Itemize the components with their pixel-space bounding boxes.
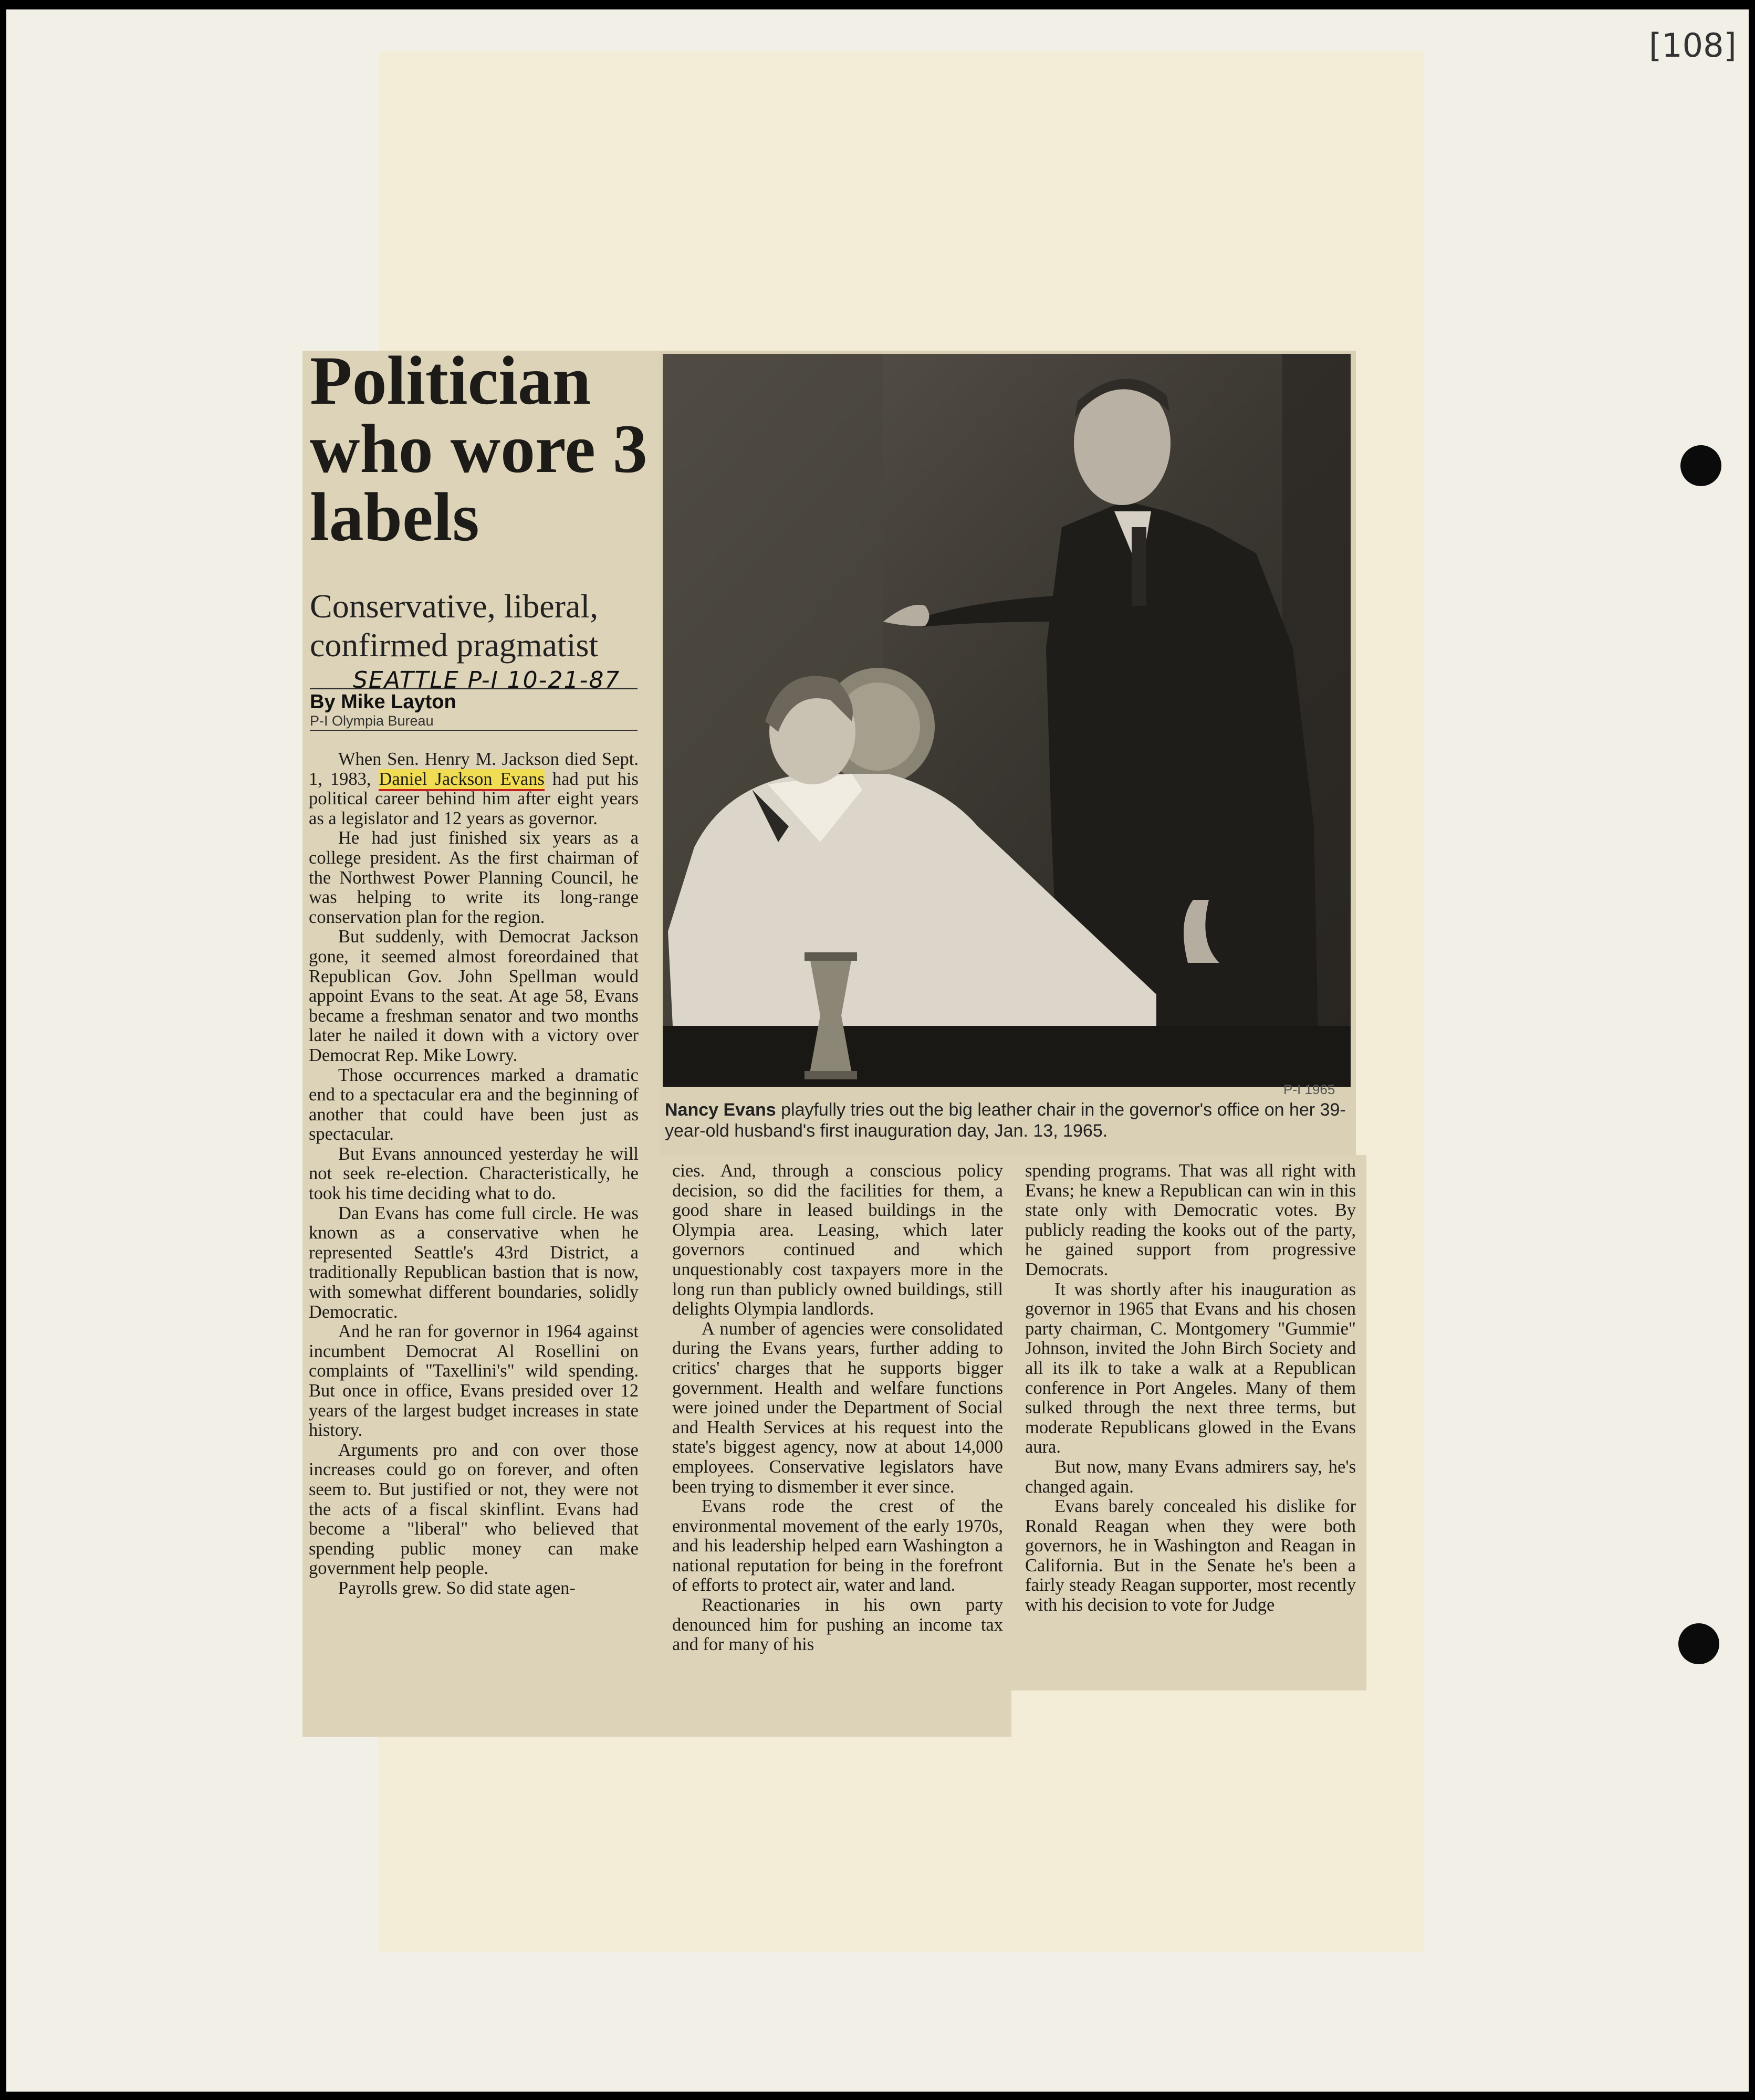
article-column-2	[672, 1161, 1003, 1655]
paragraph: Dan Evans has come full circle. He was known as a conservative when he represented Seattle's 43rd District, a traditionally Republican bastion that is now, with somewhat different boundaries, solidly Democratic.	[309, 1203, 639, 1322]
caption-name: Nancy Evans	[665, 1100, 776, 1120]
paragraph: But suddenly, with Democrat Jackson gone, it seemed almost foreordained that Republican Gov. John Spellman would appoint Evans to the seat. At age 58, Evans became a freshman senator and two months later he nailed it down with a victory over Democrat Rep. Mike Lowry.	[309, 927, 639, 1065]
headline: Politician who wore 3 labels	[310, 342, 647, 555]
byline: By Mike Layton	[310, 691, 456, 713]
paragraph: A number of agencies were consolidated during the Evans years, further adding to critics' charges that he supports bigger government. Health and welfare functions were joined under the Department of Social and Health Services at his request into the state's biggest agency, now at about 14,000 employees. Conservative legislators have been trying to dismember it ever since.	[672, 1318, 1003, 1497]
paragraph: Evans barely concealed his dislike for Ronald Reagan when they were both governors, he in Washington and Reagan in California. But in the Senate he's been a fairly steady Reagan supporter, most recently with his decision to vote for Judge	[1025, 1496, 1356, 1615]
paragraph: But now, many Evans admirers say, he's changed again.	[1025, 1456, 1356, 1497]
article-column-1	[309, 750, 639, 1599]
paragraph	[309, 750, 639, 828]
news-photo	[663, 354, 1351, 1087]
handwritten-source-note: SEATTLE P-I 10-21-87	[353, 667, 621, 694]
bureau-line: P-I Olympia Bureau	[310, 713, 434, 729]
paragraph: Evans rode the crest of the environmental movement of the early 1970s, and his leadership helped earn Washington a national reputation for being in the forefront of efforts to protect air, water and land.	[672, 1496, 1003, 1595]
caption-text: playfully tries out the big leather chair in the governor's office on her 39-year-old husband's first inauguration day, Jan. 13, 1965.	[665, 1100, 1346, 1141]
photo-credit: P-I 1965	[1283, 1082, 1335, 1097]
photo-caption	[665, 1099, 1347, 1141]
page-number: [108]	[1649, 26, 1737, 65]
paragraph: It was shortly after his inauguration as governor in 1965 that Evans and his chosen party chairman, C. Montgomery "Gummie" Johnson, invited the John Birch Society and all its ilk to take a walk at a Republican conference in Port Angeles. Many of them sulked through the next three terms, but moderate Republicans glowed in the Evans aura.	[1025, 1279, 1356, 1457]
highlighted-name: Daniel Jackson Evans	[379, 769, 544, 791]
article-column-3	[1025, 1161, 1356, 1615]
paragraph: But Evans announced yesterday he will not seek re-election. Characteristically, he took his time deciding what to do.	[309, 1143, 639, 1204]
paragraph: And he ran for governor in 1964 against incumbent Democrat Al Rosellini on complaints of "Taxellini's" wild spending. But once in office, Evans presided over 12 years of the largest budget increases in state history.	[309, 1321, 639, 1441]
photo-illustration	[663, 354, 1351, 1087]
byline-rule	[310, 730, 638, 731]
paragraph: Payrolls grew. So did state agen-	[338, 1578, 576, 1598]
paragraph-text: When Sen. Henry M. Jackson died Sept. 1, 1983, Daniel Jackson Evans had put his political career behind him after eight years as a legislator and 12 years as governor.	[309, 749, 639, 828]
binder-hole-top	[1680, 445, 1721, 486]
paragraph: cies. And, through a conscious policy decision, so did the facilities for them, a good share in leased buildings in the Olympia area. Leasing, which later governors continued and which unquestionably cost taxpayers more in the long run than publicly owned buildings, still delights Olympia landlords.	[672, 1161, 1003, 1319]
paragraph: Those occurrences marked a dramatic end to a spectacular era and the beginning of another that could have been just as spectacular.	[309, 1065, 639, 1144]
binder-hole-bottom	[1678, 1623, 1719, 1664]
paragraph: spending programs. That was all right with Evans; he knew a Republican can win in this state only with Democratic votes. By publicly reading the kooks out of the party, he gained support from progressive Democrats.	[1025, 1161, 1356, 1279]
paragraph: Arguments pro and con over those increases could go on forever, and often seem to. But justified or not, they were not the acts of a fiscal skinflint. Evans had become a "liberal" who believed that spending public money can make government help people.	[309, 1440, 639, 1579]
subheadline: Conservative, liberal, confirmed pragmatist	[310, 587, 599, 664]
paragraph: He had just finished six years as a college president. As the first chairman of the Northwest Power Planning Council, he was helping to write its long-range conservation plan for the region.	[309, 828, 639, 927]
paragraph: Reactionaries in his own party denounced him for pushing an income tax and for many of his	[672, 1595, 1003, 1655]
